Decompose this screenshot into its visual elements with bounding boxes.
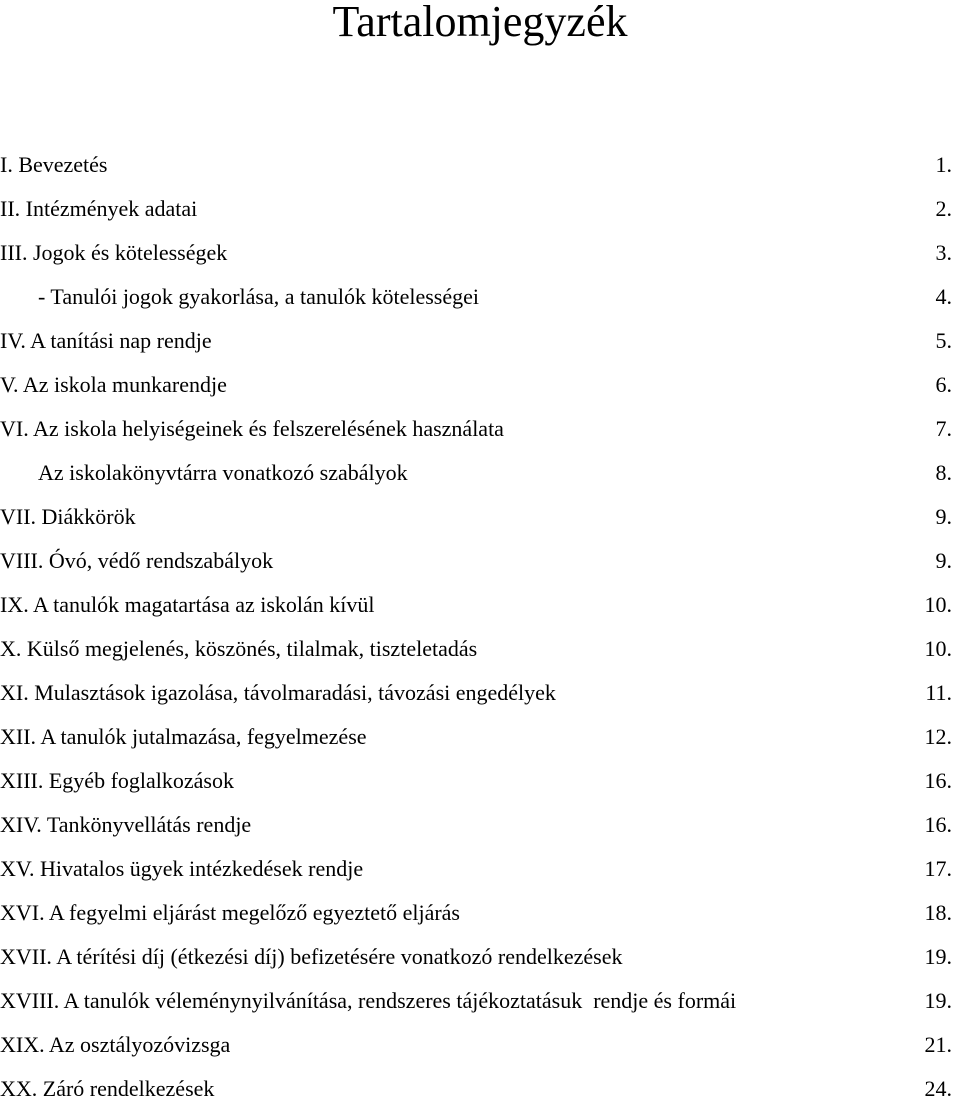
toc-entry-page-number: 8. — [935, 460, 952, 485]
toc-entry-page-number: 9. — [935, 504, 952, 529]
toc-entry[interactable] — [0, 370, 960, 400]
toc-entry-label: Az iskolakönyvtárra vonatkozó szabályok — [38, 460, 408, 485]
toc-entry[interactable] — [0, 238, 960, 268]
toc-entry-page-number: 2. — [935, 196, 952, 221]
toc-entry-page-number: 19. — [924, 988, 952, 1013]
toc-entry-page-number: 4. — [935, 284, 952, 309]
toc-entry-page-number: 7. — [935, 416, 952, 441]
toc-entry-page-number: 5. — [935, 328, 952, 353]
toc-entry-label: XVI. A fegyelmi eljárást megelőző egyeztető eljárás — [0, 900, 460, 925]
toc-entry-label: VI. Az iskola helyiségeinek és felszerelésének használata — [0, 416, 504, 441]
toc-entry[interactable] — [0, 854, 960, 884]
toc-entry[interactable] — [0, 194, 960, 224]
toc-entry-label: V. Az iskola munkarendje — [0, 372, 227, 397]
toc-entry[interactable] — [0, 1074, 960, 1104]
toc-entry-label: XVII. A térítési díj (étkezési díj) befizetésére vonatkozó rendelkezések — [0, 944, 623, 969]
toc-entry-label: X. Külső megjelenés, köszönés, tilalmak, tiszteletadás — [0, 636, 478, 661]
toc-entry-page-number: 19. — [924, 944, 952, 969]
toc-entry-page-number: 3. — [935, 240, 952, 265]
toc-entry[interactable] — [0, 502, 960, 532]
toc-entry[interactable] — [0, 458, 960, 488]
toc-entry-page-number: 11. — [925, 680, 952, 705]
toc-entry[interactable] — [0, 326, 960, 356]
toc-entry[interactable] — [0, 810, 960, 840]
toc-entry-page-number: 16. — [924, 812, 952, 837]
toc-entry[interactable] — [0, 634, 960, 664]
toc-entry-label: III. Jogok és kötelességek — [0, 240, 228, 265]
toc-entry[interactable] — [0, 986, 960, 1016]
toc-entry[interactable] — [0, 590, 960, 620]
toc-entry-page-number: 1. — [935, 152, 952, 177]
toc-entry-label: IX. A tanulók magatartása az iskolán kívül — [0, 592, 375, 617]
toc-entry-page-number: 18. — [924, 900, 952, 925]
toc-entry-page-number: 17. — [924, 856, 952, 881]
toc-entry[interactable] — [0, 942, 960, 972]
toc-entry[interactable] — [0, 150, 960, 180]
toc-entry-label: XX. Záró rendelkezések — [0, 1076, 215, 1101]
toc-entry-page-number: 6. — [935, 372, 952, 397]
toc-entry-label: XVIII. A tanulók véleménynyilvánítása, rendszeres tájékoztatásuk rendje és formái — [0, 988, 737, 1013]
toc-entry[interactable] — [0, 1030, 960, 1060]
toc-entry[interactable] — [0, 282, 960, 312]
toc-entry-label: VIII. Óvó, védő rendszabályok — [0, 548, 274, 573]
toc-entry[interactable] — [0, 678, 960, 708]
toc-entry[interactable] — [0, 722, 960, 752]
toc-entry-label: XI. Mulasztások igazolása, távolmaradási, távozási engedélyek — [0, 680, 556, 705]
toc-entry[interactable] — [0, 546, 960, 576]
toc-entry-page-number: 24. — [924, 1076, 952, 1101]
toc-entry-label: VII. Diákkörök — [0, 504, 136, 529]
toc-entry-page-number: 10. — [924, 636, 952, 661]
toc-entry[interactable] — [0, 766, 960, 796]
toc-entry[interactable] — [0, 414, 960, 444]
toc-entry-page-number: 9. — [935, 548, 952, 573]
toc-entry-label: IV. A tanítási nap rendje — [0, 328, 212, 353]
toc-entry-label: - Tanulói jogok gyakorlása, a tanulók kötelességei — [38, 284, 479, 309]
toc-entry-label: XII. A tanulók jutalmazása, fegyelmezése — [0, 724, 367, 749]
toc-entry-page-number: 12. — [924, 724, 952, 749]
toc-entry-label: XIII. Egyéb foglalkozások — [0, 768, 234, 793]
page-title: Tartalomjegyzék — [332, 0, 628, 46]
toc-entry-label: I. Bevezetés — [0, 152, 108, 177]
toc-entry-label: II. Intézmények adatai — [0, 196, 198, 221]
toc-entry-page-number: 21. — [924, 1032, 952, 1057]
toc-entry-page-number: 10. — [924, 592, 952, 617]
toc-entry-label: XV. Hivatalos ügyek intézkedések rendje — [0, 856, 364, 881]
toc-entry-page-number: 16. — [924, 768, 952, 793]
toc-entry-label: XIV. Tankönyvellátás rendje — [0, 812, 252, 837]
toc-entry-label: XIX. Az osztályozóvizsga — [0, 1032, 231, 1057]
toc-entry[interactable] — [0, 898, 960, 928]
